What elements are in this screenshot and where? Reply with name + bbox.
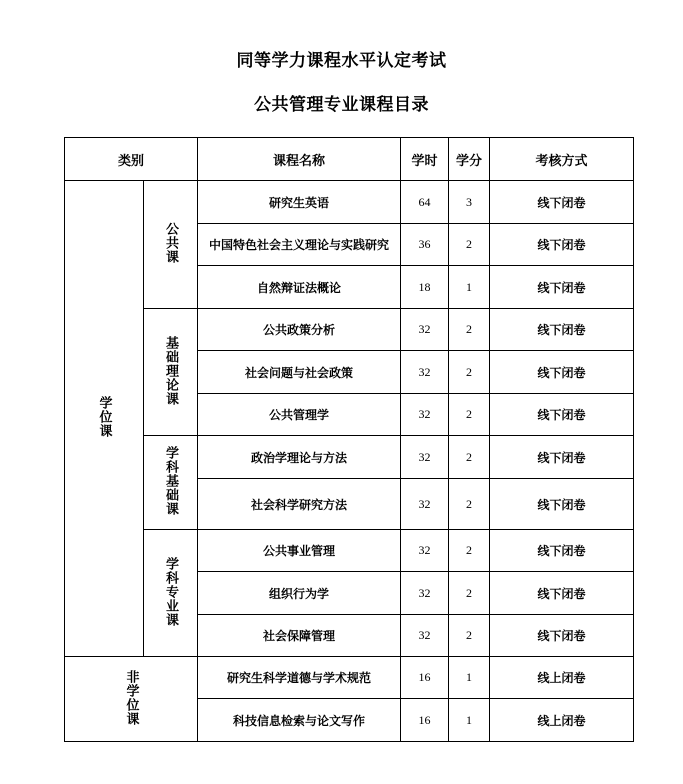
course-name: 社会科学研究方法	[198, 479, 401, 530]
course-credits: 1	[449, 699, 490, 742]
course-exam-mode: 线下闭卷	[490, 351, 634, 394]
course-hours: 32	[401, 572, 449, 615]
table-row	[65, 436, 634, 479]
header-course-name: 课程名称	[198, 138, 401, 181]
group-degree-label: 学位课	[96, 396, 112, 438]
course-hours: 32	[401, 309, 449, 351]
table-row	[65, 657, 634, 699]
course-hours: 16	[401, 657, 449, 699]
header-row	[65, 138, 634, 181]
course-name: 公共政策分析	[198, 309, 401, 351]
header-hours: 学时	[401, 138, 449, 181]
course-credits: 1	[449, 657, 490, 699]
course-credits: 2	[449, 351, 490, 394]
group-nondegree-label: 非学位课	[123, 669, 139, 726]
course-hours: 64	[401, 181, 449, 224]
header-category: 类别	[65, 138, 198, 181]
course-name: 研究生科学道德与学术规范	[198, 657, 401, 699]
subgroup-discipline-basic-label: 学科基础课	[163, 446, 178, 516]
course-hours: 32	[401, 351, 449, 394]
subgroup-discipline-major-label: 学科专业课	[163, 556, 178, 627]
document-subtitle: 公共管理专业课程目录	[254, 95, 429, 115]
course-name: 科技信息检索与论文写作	[198, 699, 401, 742]
course-table	[64, 137, 634, 742]
course-credits: 2	[449, 615, 490, 657]
group-nondegree-cell	[65, 657, 198, 742]
course-exam-mode: 线下闭卷	[490, 479, 634, 530]
course-exam-mode: 线下闭卷	[490, 530, 634, 572]
table-row	[65, 530, 634, 572]
course-credits: 2	[449, 479, 490, 530]
course-hours: 16	[401, 699, 449, 742]
course-exam-mode: 线下闭卷	[490, 436, 634, 479]
header-credits: 学分	[449, 138, 490, 181]
course-hours: 32	[401, 530, 449, 572]
course-name: 公共事业管理	[198, 530, 401, 572]
course-hours: 32	[401, 394, 449, 436]
course-exam-mode: 线下闭卷	[490, 224, 634, 266]
subgroup-public-cell	[144, 181, 198, 309]
course-exam-mode: 线上闭卷	[490, 657, 634, 699]
subgroup-public-label: 公共课	[163, 222, 178, 264]
course-hours: 32	[401, 615, 449, 657]
course-exam-mode: 线下闭卷	[490, 266, 634, 309]
course-credits: 1	[449, 266, 490, 309]
group-degree-cell	[65, 181, 144, 657]
course-exam-mode: 线上闭卷	[490, 699, 634, 742]
document-title: 同等学力课程水平认定考试	[236, 51, 447, 71]
course-name: 研究生英语	[198, 181, 401, 224]
course-credits: 2	[449, 309, 490, 351]
course-name: 自然辩证法概论	[198, 266, 401, 309]
course-name: 社会保障管理	[198, 615, 401, 657]
table-row	[65, 309, 634, 351]
course-credits: 3	[449, 181, 490, 224]
course-name: 社会问题与社会政策	[198, 351, 401, 394]
subgroup-basic-theory-label: 基础理论课	[163, 335, 178, 406]
course-name: 组织行为学	[198, 572, 401, 615]
subgroup-discipline-major-cell	[144, 530, 198, 657]
course-name: 公共管理学	[198, 394, 401, 436]
course-hours: 32	[401, 436, 449, 479]
course-exam-mode: 线下闭卷	[490, 615, 634, 657]
subgroup-basic-theory-cell	[144, 309, 198, 436]
course-credits: 2	[449, 224, 490, 266]
course-credits: 2	[449, 394, 490, 436]
course-credits: 2	[449, 436, 490, 479]
table-row	[65, 181, 634, 224]
course-exam-mode: 线下闭卷	[490, 309, 634, 351]
subgroup-discipline-basic-cell	[144, 436, 198, 530]
course-name: 政治学理论与方法	[198, 436, 401, 479]
course-hours: 32	[401, 479, 449, 530]
course-exam-mode: 线下闭卷	[490, 572, 634, 615]
course-credits: 2	[449, 572, 490, 615]
course-hours: 18	[401, 266, 449, 309]
course-exam-mode: 线下闭卷	[490, 181, 634, 224]
course-name: 中国特色社会主义理论与实践研究	[198, 224, 401, 266]
course-hours: 36	[401, 224, 449, 266]
course-credits: 2	[449, 530, 490, 572]
course-exam-mode: 线下闭卷	[490, 394, 634, 436]
header-exam-mode: 考核方式	[490, 138, 634, 181]
